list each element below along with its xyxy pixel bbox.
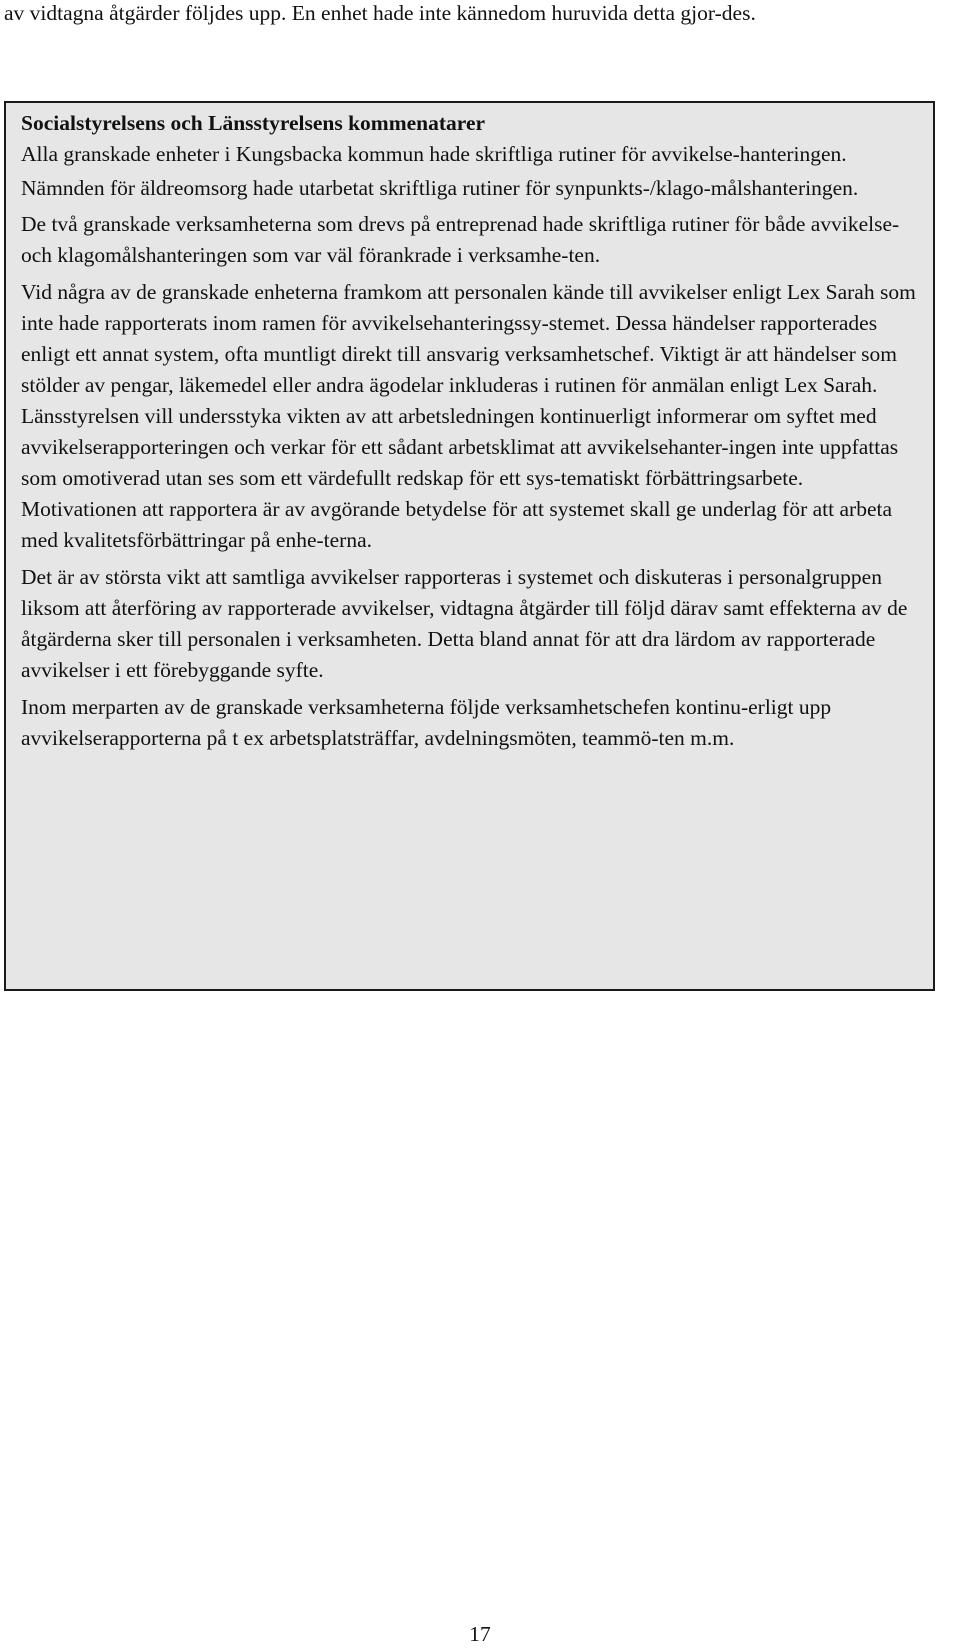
comment-box-heading: Socialstyrelsens och Länsstyrelsens kommenatarer bbox=[21, 111, 486, 135]
intro-paragraph: av vidtagna åtgärder följdes upp. En enhet hade inte kännedom huruvida detta gjor-des. bbox=[4, 1, 756, 25]
page-number: 17 bbox=[469, 1622, 491, 1646]
comment-paragraph-1: Alla granskade enheter i Kungsbacka kommun hade skriftliga rutiner för avvikelse-hanteringen. bbox=[21, 142, 847, 166]
comment-paragraph-6: Inom merparten av de granskade verksamheterna följde verksamhetschefen kontinu-erligt upp avvikelserapporterna på t ex arbetsplatsträffar, avdelningsmöten, teammö-ten m.m. bbox=[21, 695, 832, 750]
comment-paragraph-3: De två granskade verksamheterna som drevs på entreprenad hade skriftliga rutiner för både avvikelse- och klagomålshanteringen som var väl förankrade i verksamhe-ten. bbox=[21, 212, 900, 267]
comment-box bbox=[4, 101, 935, 991]
comment-paragraph-2: Nämnden för äldreomsorg hade utarbetat skriftliga rutiner för synpunkts-/klago-målshanteringen. bbox=[21, 176, 859, 200]
comment-paragraph-4: Vid några av de granskade enheterna framkom att personalen kände till avvikelser enligt Lex Sarah som inte hade rapporterats inom ramen för avvikelsehanteringssy-stemet. Dessa händelser rapporterades enligt ett annat system, ofta muntligt direkt till ansvarig verksamhetschef. Viktigt är att händelser som stölder av pengar, läkemedel eller andra ägodelar inkluderas i rutinen för anmälan enligt Lex Sarah. Länsstyrelsen vill undersstyka vikten av att arbetsledningen kontinuerligt informerar om syftet med avvikelserapporteringen och verkar för ett sådant arbetsklimat att avvikelsehanter-ingen inte uppfattas som omotiverad utan ses som ett värdefullt redskap för ett sys-tematiskt förbättringsarbete. Motivationen att rapportera är av avgörande betydelse för att systemet skall ge underlag för att arbeta med kvalitetsförbättringar på enhe-terna. bbox=[21, 280, 916, 552]
comment-paragraph-5: Det är av största vikt att samtliga avvikelser rapporteras i systemet och diskuteras i personalgruppen liksom att återföring av rapporterade avvikelser, vidtagna åtgärder till följd därav samt effekterna av de åtgärderna sker till personalen i verksamheten. Detta bland annat för att dra lärdom av rapporterade avvikelser i ett förebyggande syfte. bbox=[21, 565, 908, 682]
